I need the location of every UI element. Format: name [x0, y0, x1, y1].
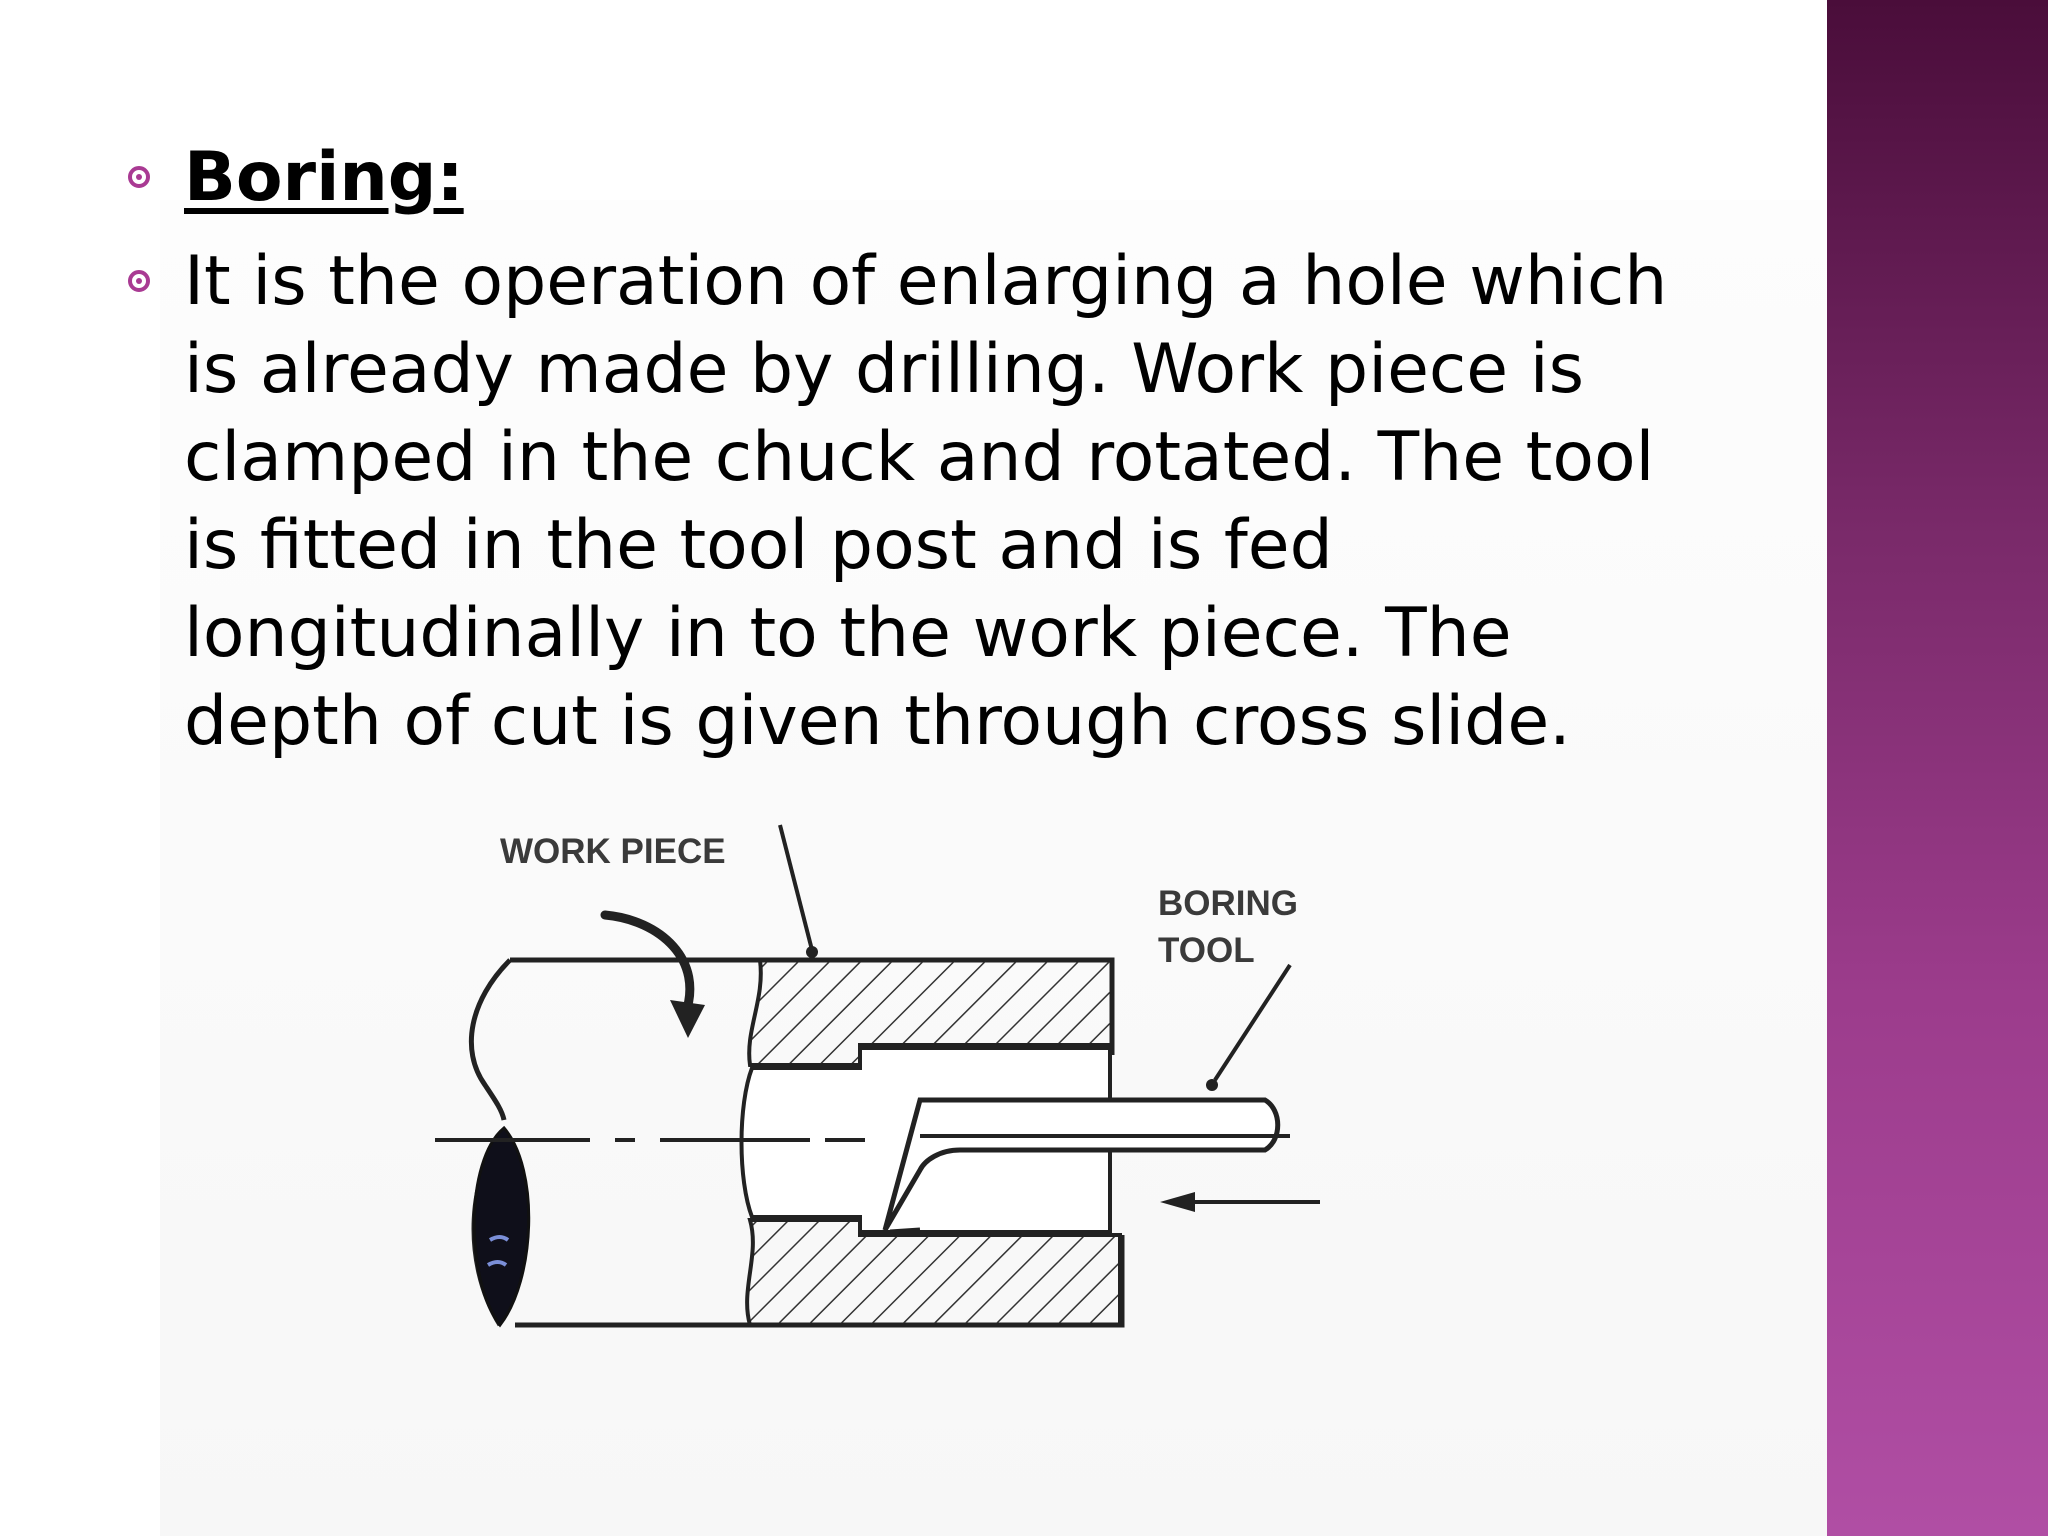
hatched-wall-bottom	[747, 1220, 1120, 1325]
bullet-icon	[128, 166, 150, 188]
body-line: clamped in the chuck and rotated. The tool	[184, 418, 1655, 497]
body-line: It is the operation of enlarging a hole which	[184, 242, 1668, 321]
work-piece-leader	[780, 825, 812, 950]
rotation-arrow-icon	[605, 915, 705, 1038]
bullet-icon	[128, 270, 150, 292]
work-piece-leader-dot	[806, 946, 818, 958]
workpiece-end-face	[474, 1128, 529, 1325]
label-tool: TOOL	[1158, 931, 1255, 970]
decorative-sidebar	[1827, 0, 2048, 1536]
label-work-piece: WORK PIECE	[500, 832, 726, 871]
feed-arrow-icon	[1160, 1192, 1320, 1212]
body-line: longitudinally in to the work piece. The	[184, 594, 1512, 673]
slide-heading: Boring:	[184, 138, 464, 217]
body-line: is already made by drilling. Work piece is	[184, 330, 1585, 409]
tool-tip	[890, 1230, 920, 1232]
boring-diagram	[420, 810, 1340, 1350]
body-line: depth of cut is given through cross slide.	[184, 682, 1571, 761]
body-paragraph	[184, 238, 1684, 766]
body-line: is fitted in the tool post and is fed	[184, 506, 1333, 585]
boring-tool-leader-dot	[1206, 1079, 1218, 1091]
boring-tool-leader	[1215, 965, 1290, 1080]
label-boring: BORING	[1158, 884, 1298, 923]
